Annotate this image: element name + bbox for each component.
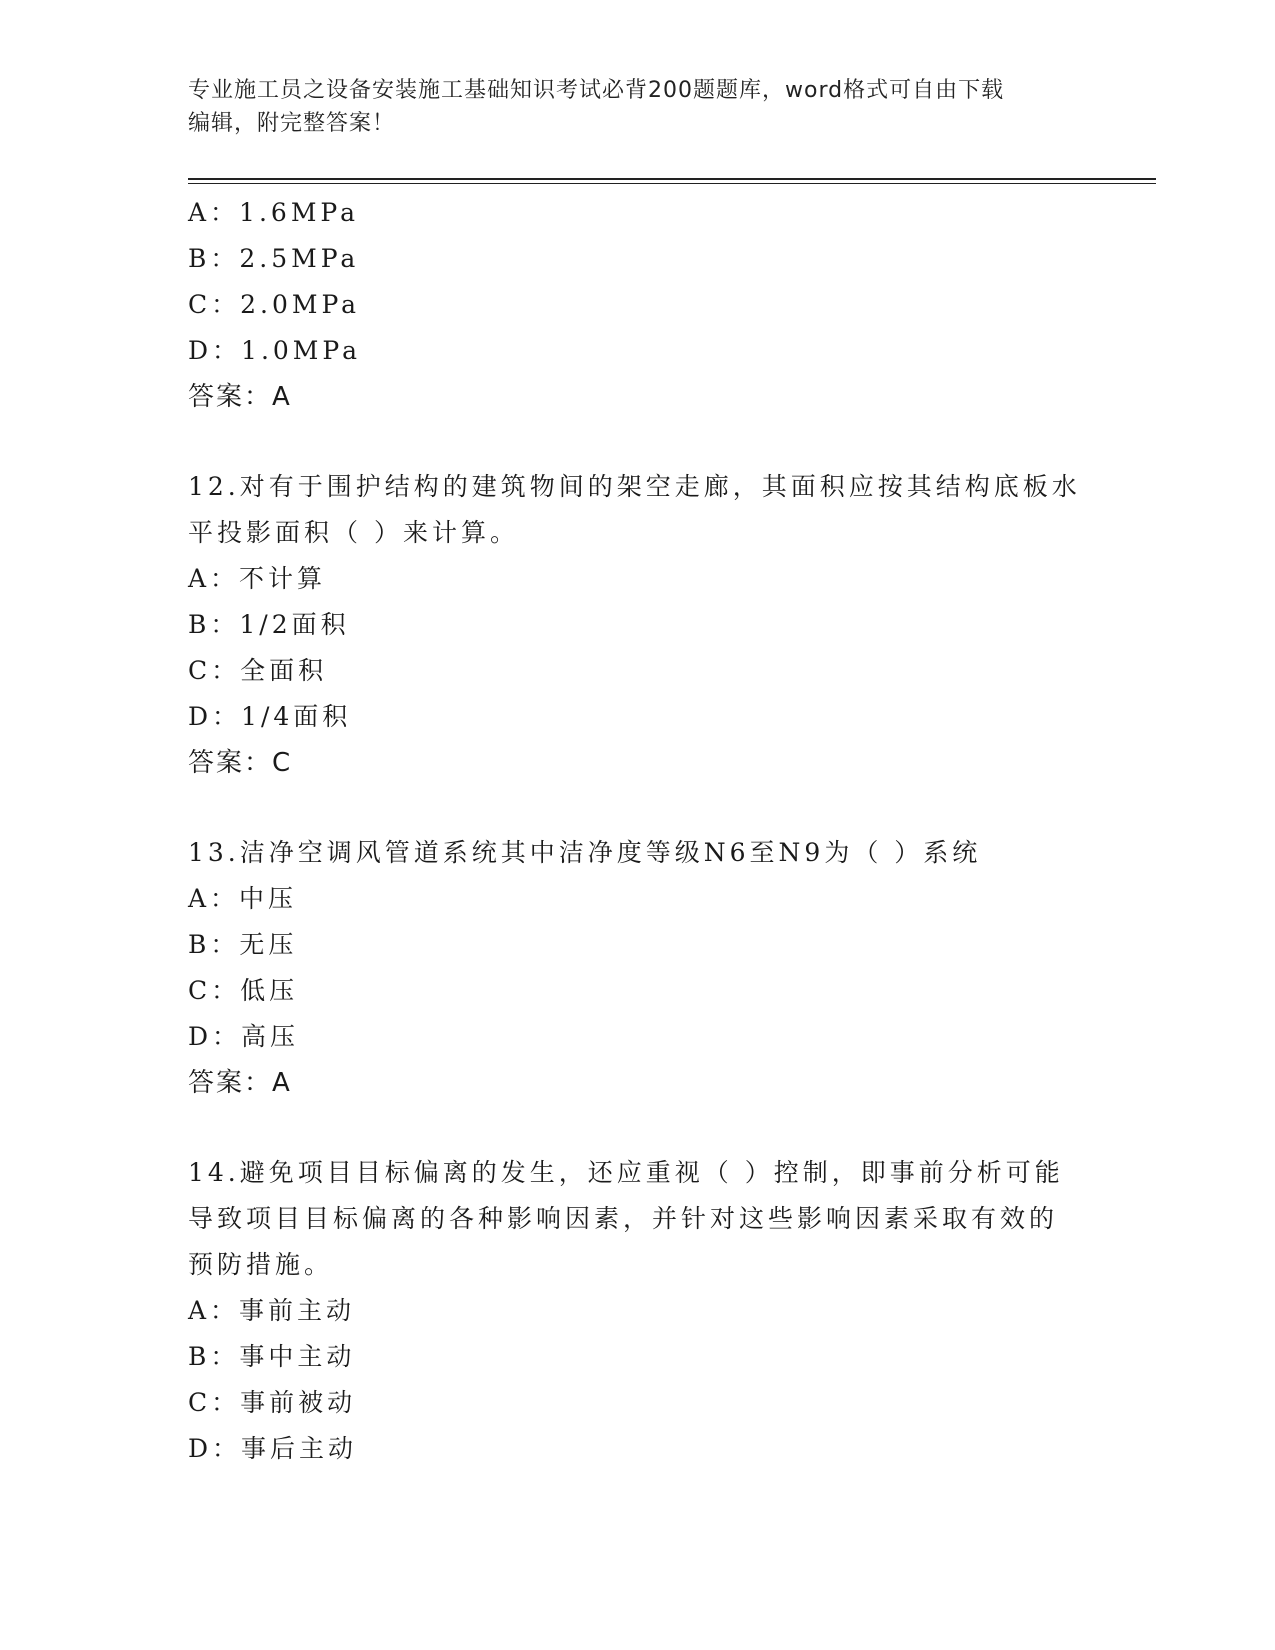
question-12 <box>188 464 1088 786</box>
question-14 <box>188 1150 1088 1472</box>
option-c: C：事前被动 <box>188 1388 357 1417</box>
option-c: C：全面积 <box>188 656 328 685</box>
option-a: A：不计算 <box>188 564 327 593</box>
question-text-line-3: 预防措施。 <box>188 1250 334 1279</box>
spacer <box>188 1106 1088 1150</box>
question-text-line-1: 14.避免项目目标偏离的发生，还应重视（ ）控制，即事前分析可能 <box>188 1158 1064 1187</box>
answer: 答案：A <box>188 1068 292 1098</box>
question-11 <box>188 190 1088 420</box>
option-a: A：中压 <box>188 884 298 913</box>
option-b: B：2.5MPa <box>188 244 360 273</box>
document-header <box>188 74 1088 140</box>
option-b: B：无压 <box>188 930 298 959</box>
option-c: C：低压 <box>188 976 299 1005</box>
option-d: D：高压 <box>188 1022 300 1051</box>
answer: 答案：A <box>188 382 292 412</box>
question-text-line-1: 12.对有于围护结构的建筑物间的架空走廊，其面积应按其结构底板水 <box>188 472 1081 501</box>
question-list <box>188 190 1088 1472</box>
option-c: C：2.0MPa <box>188 290 361 319</box>
header-title-line-1: 专业施工员之设备安装施工基础知识考试必背200题题库，word格式可自由下载 <box>188 78 1005 103</box>
option-b: B：事中主动 <box>188 1342 356 1371</box>
spacer <box>188 786 1088 830</box>
question-text-line-2: 平投影面积（ ）来计算。 <box>188 518 519 547</box>
question-text-line-1: 13.洁净空调风管道系统其中洁净度等级N6至N9为（ ）系统 <box>188 838 982 867</box>
option-d: D：事后主动 <box>188 1434 358 1463</box>
header-title-line-2: 编辑，附完整答案！ <box>188 111 396 136</box>
header-divider-thin <box>188 183 1156 184</box>
option-a: A：事前主动 <box>188 1296 356 1325</box>
header-divider <box>188 178 1156 180</box>
spacer <box>188 420 1088 464</box>
option-a: A：1.6MPa <box>188 198 360 227</box>
question-text-line-2: 导致项目目标偏离的各种影响因素，并针对这些影响因素采取有效的 <box>188 1204 1059 1233</box>
option-d: D：1.0MPa <box>188 336 362 365</box>
option-d: D：1/4面积 <box>188 702 352 731</box>
answer: 答案：C <box>188 748 293 778</box>
question-13 <box>188 830 1088 1106</box>
option-b: B：1/2面积 <box>188 610 350 639</box>
